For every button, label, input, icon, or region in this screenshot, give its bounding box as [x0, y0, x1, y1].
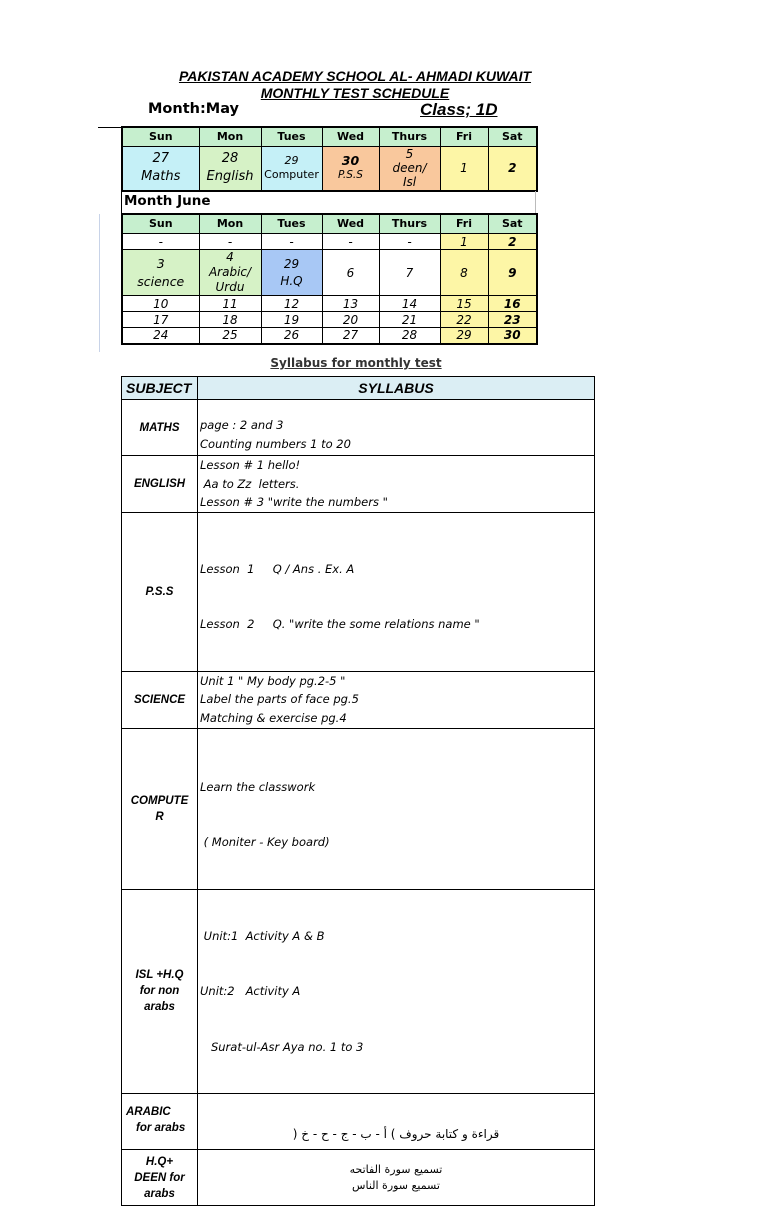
syllabus-row-pss [122, 512, 595, 671]
calendar-cell: 26 [261, 328, 322, 344]
calendar-cell: 25 [199, 328, 261, 344]
syllabus-line: Unit:1 Activity A & B [200, 928, 325, 943]
calendar-cell [199, 250, 261, 296]
calendar-cell [322, 147, 379, 191]
day-header: Fri [440, 127, 488, 147]
june-week-row [122, 234, 537, 250]
day-header: Thurs [379, 127, 440, 147]
month-june-label: Month June [124, 193, 211, 209]
cell-subject: English [206, 169, 254, 185]
calendar-cell [261, 147, 322, 191]
calendar-cell: 18 [199, 312, 261, 328]
day-header: Wed [322, 214, 379, 234]
syllabus-line: Lesson 2 Q. "write the some relations name " [200, 617, 480, 631]
subject-column-header: SUBJECT [122, 377, 198, 400]
syllabus-line: Matching & exercise pg.4 [200, 710, 347, 725]
subject-name-line: for arabs [136, 1122, 186, 1134]
subject-name: ARABIC [126, 1106, 171, 1118]
cell-date: 29 [284, 154, 299, 168]
syllabus-cell [198, 512, 595, 671]
calendar-cell: 14 [379, 296, 440, 312]
subject-cell [122, 1094, 198, 1150]
calendar-cell: 23 [488, 312, 537, 328]
may-test-row [122, 147, 537, 191]
cell-subject: Maths [141, 169, 181, 185]
june-calendar [121, 213, 538, 345]
day-header: Thurs [379, 214, 440, 234]
calendar-cell: 27 [322, 328, 379, 344]
syllabus-row-computer [122, 728, 595, 889]
syllabus-line: Lesson 1 Q / Ans . Ex. A [200, 561, 355, 576]
class-label: Class; 1D [420, 100, 498, 119]
syllabus-row-hq-deen [122, 1150, 595, 1206]
subject-cell [122, 671, 198, 728]
calendar-cell: 28 [379, 328, 440, 344]
syllabus-row-arabic [122, 1094, 595, 1150]
divider-line-vertical [99, 214, 100, 352]
calendar-cell: 12 [261, 296, 322, 312]
june-test-row [122, 250, 537, 296]
schedule-title: MONTHLY TEST SCHEDULE [260, 85, 450, 101]
calendar-cell: 1 [440, 234, 488, 250]
calendar-cell: 13 [322, 296, 379, 312]
subject-name: SCIENCE [133, 693, 186, 706]
syllabus-line: Aa to Zz letters. [200, 476, 300, 491]
school-name: PAKISTAN ACADEMY SCHOOL AL- AHMADI KUWAIT [178, 68, 532, 84]
calendar-cell: 21 [379, 312, 440, 328]
calendar-cell [440, 147, 488, 191]
calendar-cell: 6 [322, 250, 379, 296]
syllabus-cell [198, 456, 595, 513]
subject-name: P.S.S [145, 585, 174, 598]
june-week-row [122, 328, 537, 344]
day-header: Mon [199, 127, 261, 147]
subject-name: H.Q+ [145, 1155, 174, 1168]
june-weekday-header [122, 214, 537, 234]
calendar-cell [261, 250, 322, 296]
calendar-cell: 17 [122, 312, 199, 328]
may-weekday-header [122, 127, 537, 147]
june-label-bar [121, 191, 536, 213]
cell-date: 27 [152, 151, 170, 167]
syllabus-cell [198, 400, 595, 456]
month-may-label: Month:May [148, 101, 239, 117]
subject-cell [122, 1150, 198, 1206]
day-header: Tues [261, 214, 322, 234]
subject-cell [122, 400, 198, 456]
syllabus-cell [198, 889, 595, 1094]
cell-subject: Arabic/ [208, 265, 252, 279]
calendar-cell: - [122, 234, 199, 250]
cell-date: 4 [226, 250, 234, 264]
calendar-cell: 10 [122, 296, 199, 312]
subject-name-line: R [155, 810, 164, 823]
subject-name-line: arabs [144, 1001, 175, 1014]
june-week-row [122, 296, 537, 312]
cell-subject: deen/ [392, 161, 427, 176]
calendar-cell [488, 147, 537, 191]
syllabus-row-science [122, 671, 595, 728]
cell-date: 2 [508, 161, 517, 176]
divider-line [98, 127, 122, 128]
day-header: Tues [261, 127, 322, 147]
calendar-cell: 20 [322, 312, 379, 328]
cell-date: 5 [405, 147, 414, 162]
subject-cell [122, 512, 198, 671]
syllabus-cell [198, 1094, 595, 1150]
cell-subject: Computer [264, 168, 319, 182]
day-header: Wed [322, 127, 379, 147]
calendar-cell [122, 250, 199, 296]
calendar-cell: 2 [488, 234, 537, 250]
calendar-cell: 29 [440, 328, 488, 344]
syllabus-table [121, 376, 595, 1206]
syllabus-header-row [122, 377, 595, 400]
calendar-cell: - [322, 234, 379, 250]
syllabus-line: Label the parts of face pg.5 [200, 692, 359, 707]
calendar-cell: 8 [440, 250, 488, 296]
subject-name: ENGLISH [133, 477, 186, 490]
day-header: Sun [122, 214, 199, 234]
syllabus-line: page : 2 and 3 [200, 418, 284, 432]
calendar-cell: 15 [440, 296, 488, 312]
syllabus-cell [198, 671, 595, 728]
syllabus-column-header: SYLLABUS [198, 377, 595, 400]
cell-date: 3 [156, 255, 165, 271]
syllabus-line: Lesson # 3 "write the numbers " [200, 495, 388, 509]
syllabus-line: Unit:2 Activity A [200, 984, 301, 998]
subject-cell [122, 889, 198, 1094]
calendar-cell: 9 [488, 250, 537, 296]
subject-name: COMPUTE [130, 794, 189, 807]
subject-cell [122, 728, 198, 889]
subject-cell [122, 456, 198, 513]
subject-name-line: DEEN for [134, 1171, 185, 1184]
syllabus-title: Syllabus for monthly test [270, 356, 442, 370]
syllabus-row-maths [122, 400, 595, 456]
subject-name-line: for non [139, 985, 180, 998]
syllabus-line: قراءة و كتابة حروف ) أ - ب - ج - ح - خ ( [292, 1127, 500, 1141]
may-calendar [121, 126, 538, 192]
cell-date: 29 [283, 256, 300, 271]
subject-name-line: arabs [144, 1187, 175, 1200]
calendar-cell: 22 [440, 312, 488, 328]
syllabus-line: ( Moniter - Key board) [200, 835, 330, 849]
cell-subject-line: Isl [402, 175, 417, 190]
cell-subject: P.S.S [338, 169, 363, 182]
calendar-cell [379, 147, 440, 191]
syllabus-line: تسميع سورة الناس [352, 1178, 440, 1192]
cell-date: 30 [341, 153, 360, 169]
cell-date: 1 [460, 161, 468, 176]
syllabus-row-english [122, 456, 595, 513]
syllabus-cell [198, 728, 595, 889]
calendar-cell: - [379, 234, 440, 250]
calendar-cell: 16 [488, 296, 537, 312]
syllabus-line: Surat-ul-Asr Aya no. 1 to 3 [200, 1039, 364, 1054]
calendar-cell: 19 [261, 312, 322, 328]
day-header: Mon [199, 214, 261, 234]
syllabus-row-islamiat [122, 889, 595, 1094]
calendar-cell: - [261, 234, 322, 250]
cell-subject: H.Q [280, 273, 303, 288]
june-week-row [122, 312, 537, 328]
calendar-cell: - [199, 234, 261, 250]
cell-subject: science [137, 273, 185, 289]
syllabus-line: Unit 1 " My body pg.2-5 " [200, 673, 346, 688]
syllabus-line: تسميع سورة الفاتحه [349, 1162, 443, 1176]
syllabus-line: Learn the classwork [200, 779, 316, 794]
calendar-cell [122, 147, 199, 191]
day-header: Sat [488, 127, 537, 147]
calendar-cell: 24 [122, 328, 199, 344]
syllabus-cell [198, 1150, 595, 1206]
subject-name: MATHS [139, 421, 180, 434]
day-header: Sun [122, 127, 199, 147]
calendar-cell: 30 [488, 328, 537, 344]
syllabus-line: Counting numbers 1 to 20 [200, 436, 351, 451]
cell-subject-line: Urdu [215, 280, 245, 294]
day-header: Fri [440, 214, 488, 234]
syllabus-line: Lesson # 1 hello! [200, 458, 301, 472]
subject-name: ISL +H.Q [135, 969, 184, 982]
calendar-cell [199, 147, 261, 191]
calendar-cell: 11 [199, 296, 261, 312]
calendar-cell: 7 [379, 250, 440, 296]
day-header: Sat [488, 214, 537, 234]
cell-date: 28 [221, 151, 239, 167]
